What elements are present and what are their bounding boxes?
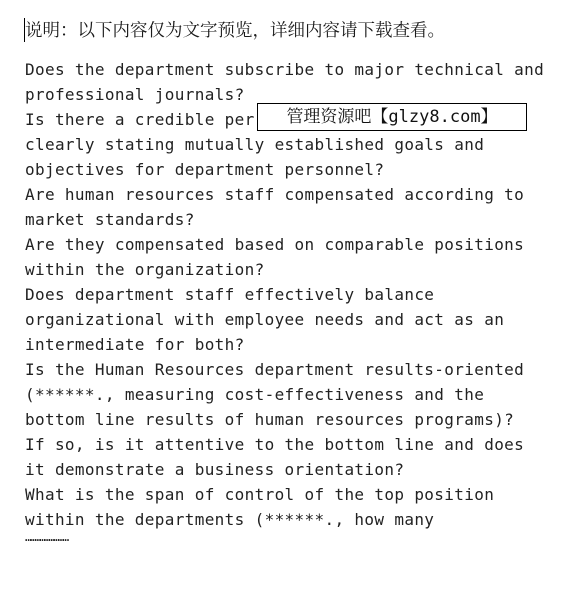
document-line: objectives for department personnel? <box>25 160 385 179</box>
document-line: it demonstrate a business orientation? <box>25 460 405 479</box>
document-line: Is there a credible per <box>25 110 255 129</box>
document-line: professional journals? <box>25 85 245 104</box>
watermark-banner: 管理资源吧【glzy8.com】 <box>257 103 527 131</box>
document-line: market standards? <box>25 210 195 229</box>
truncation-ellipsis: ……………………… <box>25 530 67 544</box>
document-line: within the departments (******., how many <box>25 510 435 529</box>
document-line: clearly stating mutually established goals and <box>25 135 485 154</box>
document-line: bottom line results of human resources programs)? <box>25 410 515 429</box>
document-line: Are they compensated based on comparable positions <box>25 235 525 254</box>
preview-notice: 说明：以下内容仅为文字预览，详细内容请下载查看。 <box>25 21 445 41</box>
document-line: Is the Human Resources department results-oriented <box>25 360 525 379</box>
document-line: If so, is it attentive to the bottom line and does <box>25 435 525 454</box>
document-line: What is the span of control of the top position <box>25 485 495 504</box>
document-line: Are human resources staff compensated according to <box>25 185 525 204</box>
document-line: Does department staff effectively balance <box>25 285 435 304</box>
document-line: within the organization? <box>25 260 265 279</box>
document-line: (******., measuring cost-effectiveness and the <box>25 385 485 404</box>
document-line: intermediate for both? <box>25 335 245 354</box>
document-line: Does the department subscribe to major technical and <box>25 60 545 79</box>
document-line: organizational with employee needs and act as an <box>25 310 505 329</box>
